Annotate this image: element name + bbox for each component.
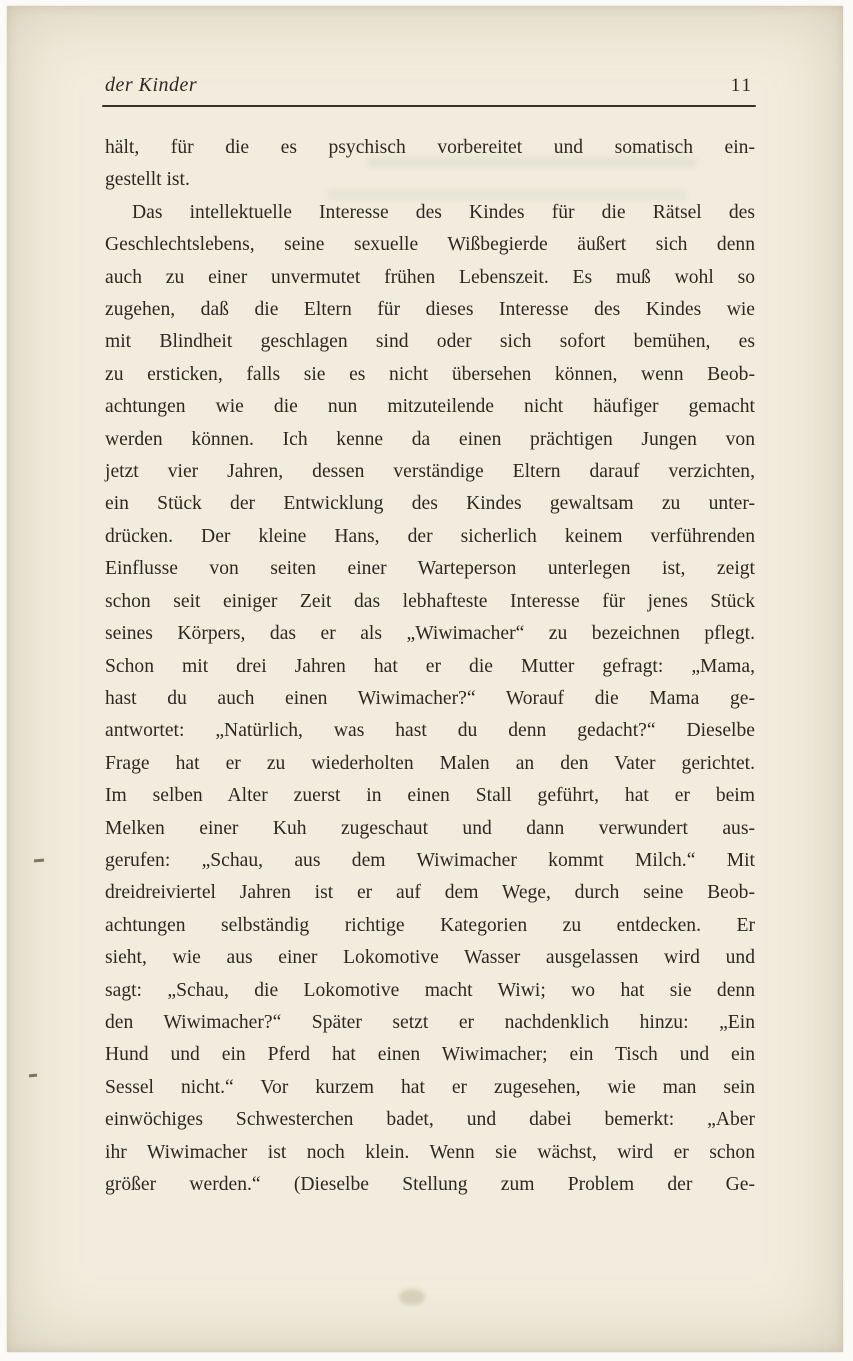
text-line: ihr Wiwimacher ist noch klein. Wenn sie wächst, wird er schon [105,1141,755,1163]
text-line: sagt: „Schau, die Lokomotive macht Wiwi; wo hat sie denn [105,979,755,1001]
text-line: zugehen, daß die Eltern für dieses Interesse des Kindes wie [105,299,755,321]
text-line: auch zu einer unvermutet frühen Lebenszeit. Es muß wohl so [105,266,755,288]
text-line: Schon mit drei Jahren hat er die Mutter gefragt: „Mama, [105,655,755,677]
text-line: mit Blindheit geschlagen sind oder sich sofort bemühen, es [105,331,755,353]
text-line: achtungen wie die nun mitzuteilende nicht häufiger gemacht [105,396,755,418]
text-line: den Wiwimacher?“ Später setzt er nachdenklich hinzu: „Ein [105,1011,755,1033]
text-line: Im selben Alter zuerst in einen Stall geführt, hat er beim [105,785,755,807]
text-line: hält, für die es psychisch vorbereitet und somatisch ein- [105,137,755,158]
text-line: gerufen: „Schau, aus dem Wiwimacher kommt Milch.“ Mit [105,849,755,871]
text-line: seines Körpers, das er als „Wiwimacher“ zu bezeichnen pflegt. [105,623,755,645]
page-background [7,6,843,1352]
paper-smudge [399,1289,425,1305]
text-line: achtungen selbständig richtige Kategorien zu entdecken. Er [105,914,755,936]
text-line: dreidreiviertel Jahren ist er auf dem Wege, durch seine Beob- [105,882,755,904]
page-number: 11 [730,75,753,96]
text-line: Das intellektuelle Interesse des Kindes für die Rätsel des [132,201,755,223]
margin-scan-mark [29,1074,37,1078]
text-line: hast du auch einen Wiwimacher?“ Worauf die Mama ge- [105,687,755,709]
text-line: Frage hat er zu wiederholten Malen an den Vater gerichtet. [105,752,755,774]
text-line: antwortet: „Natürlich, was hast du denn gedacht?“ Dieselbe [105,720,755,742]
header-rule [102,105,756,107]
text-line: gestellt ist. [105,169,190,191]
text-line: zu ersticken, falls sie es nicht übersehen können, wenn Beob- [105,363,755,385]
text-line: einwöchiges Schwesterchen badet, und dabei bemerkt: „Aber [105,1109,755,1131]
text-line: größer werden.“ (Dieselbe Stellung zum Problem der Ge- [105,1174,755,1195]
text-line: ein Stück der Entwicklung des Kindes gewaltsam zu unter- [105,493,755,515]
margin-scan-mark [34,859,44,863]
text-line: Sessel nicht.“ Vor kurzem hat er zugesehen, wie man sein [105,1076,755,1098]
text-line: Hund und ein Pferd hat einen Wiwimacher; ein Tisch und ein [105,1044,755,1066]
text-line: Melken einer Kuh zugeschaut und dann verwundert aus- [105,817,755,839]
text-line: jetzt vier Jahren, dessen verständige Eltern darauf verzichten, [105,461,755,483]
running-header-title: der Kinder [105,74,198,96]
text-line: Geschlechtslebens, seine sexuelle Wißbegierde äußert sich denn [105,234,755,256]
text-line: drücken. Der kleine Hans, der sicherlich keinem verführenden [105,525,755,547]
page-header [105,74,755,97]
text-line: sieht, wie aus einer Lokomotive Wasser ausgelassen wird und [105,947,755,969]
body-text [105,132,755,1201]
text-line: schon seit einiger Zeit das lebhafteste Interesse für jenes Stück [105,590,755,612]
text-line: werden können. Ich kenne da einen prächtigen Jungen von [105,428,755,450]
text-line: Einflusse von seiten einer Warteperson unterlegen ist, zeigt [105,558,755,580]
